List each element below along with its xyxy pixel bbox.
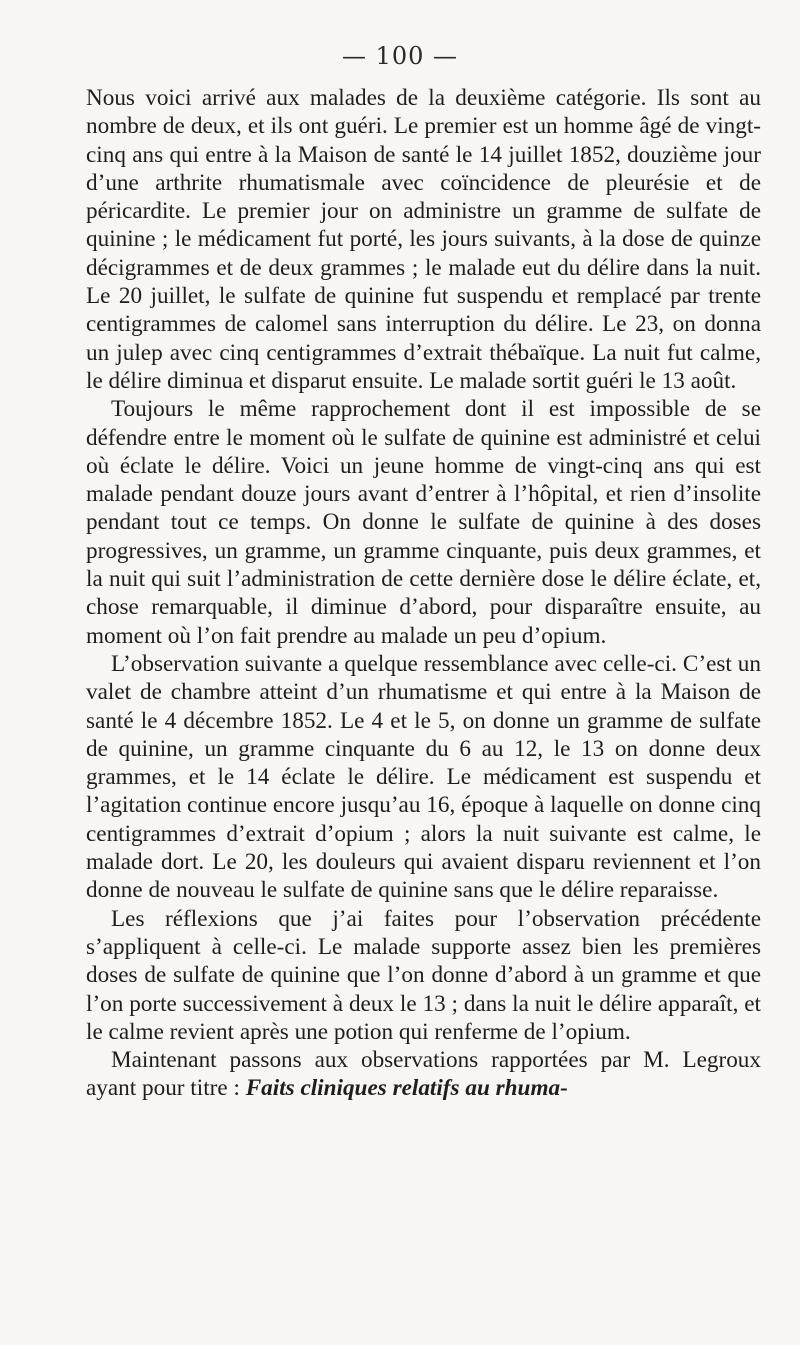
cited-work-title: Faits cliniques relatifs au rhuma-	[245, 1075, 568, 1102]
paragraph-4: Les réflexions que j’ai faites pour l’observation précédente s’appliquent à celle-ci. Le malade supporte assez bien les premières doses de sulfate de quinine que l’on donne d’abord à un gramme et que l’on porte successivement à deux le 13 ; dans la nuit le délire apparaît, et le calme revient après une potion qui renferme de l’opium.	[86, 905, 761, 1045]
body-text	[86, 84, 761, 1103]
paragraph-2: Toujours le même rapprochement dont il est impossible de se défendre entre le moment où le sulfate de quinine est administré et celui où éclate le délire. Voici un jeune homme de vingt-cinq ans qui est malade pendant douze jours avant d’entrer à l’hôpital, et rien d’insolite pendant tout ce temps. On donne le sulfate de quinine à des doses progressives, un gramme, un gramme cinquante, puis deux grammes, et la nuit qui suit l’administration de cette dernière dose le délire éclate, et, chose remarquable, il diminue d’abord, pour disparaître ensuite, au moment où l’on fait prendre au malade un peu d’opium.	[86, 396, 761, 649]
paragraph-5	[86, 1046, 761, 1103]
paragraph-3: L’observation suivante a quelque ressemblance avec celle-ci. C’est un valet de chambre atteint d’un rhumatisme et qui entre à la Maison de santé le 4 décembre 1852. Le 4 et le 5, on donne un gramme de sulfate de quinine, un gramme cinquante du 6 au 12, le 13 on donne deux grammes, et le 14 éclate le délire. Le médicament est suspendu et l’agitation continue encore jusqu’au 16, époque à laquelle on donne cinq centigrammes d’extrait d’opium ; alors la nuit suivante est calme, le malade dort. Le 20, les douleurs qui avaient disparu reviennent et l’on donne de nouveau le sulfate de quinine sans que le délire reparaisse.	[86, 650, 761, 904]
paragraph-1: Nous voici arrivé aux malades de la deuxième catégorie. Ils sont au nombre de deux, et ils ont guéri. Le premier est un homme âgé de vingt-cinq ans qui entre à la Maison de santé le 14 juillet 1852, douzième jour d’une arthrite rhumatismale avec coïncidence de pleurésie et de péricardite. Le premier jour on administre un gramme de sulfate de quinine ; le médicament fut porté, les jours suivants, à la dose de quinze décigrammes et de deux grammes ; le malade eut du délire dans la nuit. Le 20 juillet, le sulfate de quinine fut suspendu et remplacé par trente centigrammes de calomel sans interruption du délire. Le 23, on donna un julep avec cinq centigrammes d’extrait thébaïque. La nuit fut calme, le délire diminua et disparut ensuite. Le malade sortit guéri le 13 août.	[86, 85, 761, 394]
paragraph-5-text: Maintenant passons aux observations rapportées par M. Legroux ayant pour titre :	[86, 1047, 761, 1102]
page-number: — 100 —	[341, 42, 459, 70]
